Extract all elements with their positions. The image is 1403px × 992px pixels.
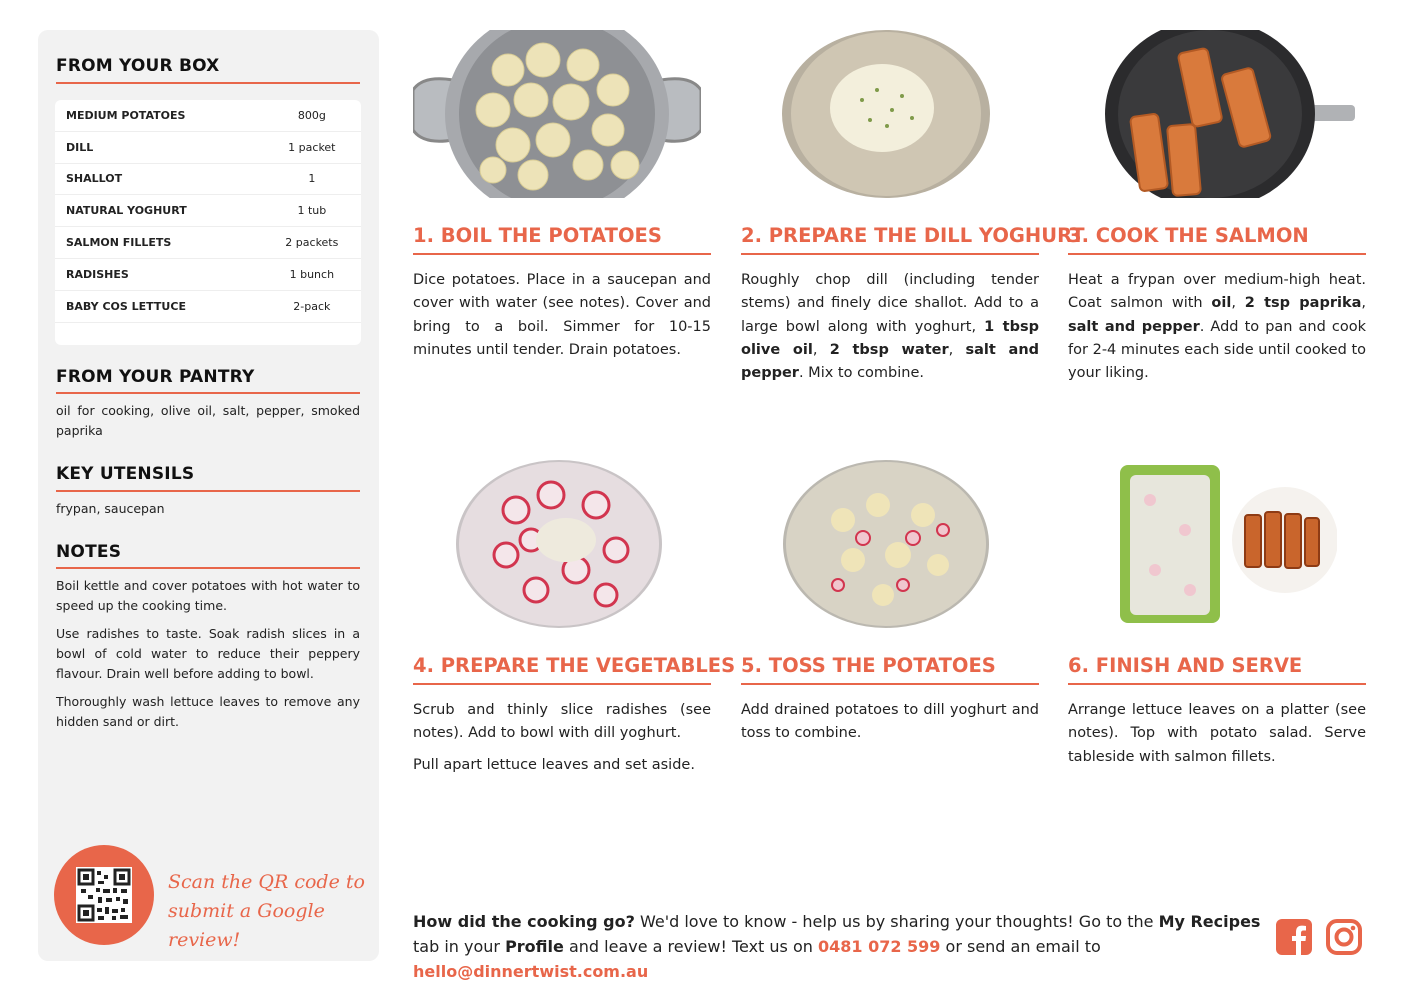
phone-link[interactable]: 0481 072 599: [817, 937, 941, 956]
ingredient-row: [55, 259, 361, 291]
ingredient-qty: 1 bunch: [289, 267, 335, 281]
step-paragraph: Dice potatoes. Place in a saucepan and cover with water (see notes). Cover and bring to a boil. Simmer for 10-15 minutes until tender. Drain potatoes.: [413, 272, 711, 358]
step-title: 1. BOIL THE POTATOES: [413, 224, 711, 255]
ingredient-qty: 1 tub: [297, 204, 327, 218]
ingredients-sidebar: [38, 30, 379, 961]
step-body: [741, 699, 1039, 746]
step-paragraph: Roughly chop dill (including tender stems) and finely dice shallot. Add to a large bowl along with yoghurt, 1 tbsp olive oil, 2 tbsp water, salt and pepper. Mix to combine.: [741, 272, 1040, 382]
ingredient-row: [55, 195, 361, 227]
step-title: 3. COOK THE SALMON: [1068, 224, 1366, 255]
step-4-photo: [456, 460, 662, 628]
email-link[interactable]: hello@dinnertwist.com.au: [413, 962, 649, 981]
step-paragraph: Arrange lettuce leaves on a platter (see notes). Top with potato salad. Serve tableside with salmon fillets.: [1068, 702, 1366, 765]
from-your-box-title: FROM YOUR BOX: [56, 56, 220, 76]
step-6-photo: [1115, 460, 1337, 628]
ingredient-name: DILL: [66, 140, 94, 154]
step-title: 4. PREPARE THE VEGETABLES: [413, 654, 711, 685]
note-item: Thoroughly wash lettuce leaves to remove any hidden sand or dirt.: [56, 694, 360, 729]
step-body: [741, 269, 1039, 385]
instagram-icon[interactable]: [1325, 918, 1363, 956]
ingredient-row: [55, 100, 361, 132]
step-1: [413, 224, 711, 370]
footer-text: and leave a review! Text us on: [563, 937, 818, 956]
ingredient-row: [55, 291, 361, 323]
step-4: [413, 654, 736, 785]
ingredient-name: BABY COS LETTUCE: [66, 299, 186, 313]
ingredient-qty: 800g: [297, 108, 326, 122]
facebook-icon[interactable]: [1275, 918, 1313, 956]
qr-caption: [168, 868, 379, 955]
step-5-photo: [783, 460, 989, 628]
qr-caption-line: Scan the QR code to: [168, 871, 365, 893]
step-body: [1068, 269, 1366, 385]
qr-caption-line: submit a Google review!: [168, 900, 325, 951]
key-utensils-title: KEY UTENSILS: [56, 464, 195, 484]
ingredient-name: SHALLOT: [66, 172, 123, 186]
step-1-photo: [413, 30, 701, 198]
divider: [56, 490, 360, 492]
box-ingredients-table: [55, 100, 361, 345]
qr-code-icon: [76, 867, 132, 923]
ingredient-name: SALMON FILLETS: [66, 236, 172, 250]
ingredient-qty: 2 packets: [285, 236, 339, 250]
ingredient-qty: 1 packet: [288, 140, 336, 154]
step-paragraph: Heat a frypan over medium-high heat. Coat salmon with oil, 2 tsp paprika, salt and pepper. Add to pan and cook for 2-4 minutes each side until cooked to your liking.: [1068, 272, 1366, 382]
step-body: [413, 699, 711, 777]
divider: [56, 567, 360, 569]
note-item: Boil kettle and cover potatoes with hot water to speed up the cooking time.: [56, 578, 360, 613]
notes-title: NOTES: [56, 542, 122, 562]
divider: [56, 392, 360, 394]
utensils-text: frypan, saucepan: [56, 501, 165, 516]
ingredient-row: [55, 132, 361, 164]
footer-text: tab in your: [413, 937, 506, 956]
step-body: [413, 269, 711, 362]
step-body: [1068, 699, 1366, 769]
note-item: Use radishes to taste. Soak radish slices in a bowl of cold water to reduce their peppery flavour. Drain well before adding to bowl.: [56, 626, 360, 681]
my-recipes-link[interactable]: My Recipes: [1158, 912, 1261, 931]
footer-text: We'd love to know - help us by sharing your thoughts! Go to the: [634, 912, 1159, 931]
step-title: 6. FINISH AND SERVE: [1068, 654, 1366, 685]
notes-list: [56, 576, 360, 740]
step-2-photo: [782, 30, 990, 198]
step-paragraph: Scrub and thinly slice radishes (see notes). Add to bowl with dill yoghurt.: [413, 702, 711, 742]
ingredient-qty: 1: [308, 172, 316, 186]
footer-text: or send an email to: [940, 937, 1101, 956]
feedback-footer: [413, 909, 1263, 984]
ingredient-name: NATURAL YOGHURT: [66, 204, 187, 218]
ingredient-qty: 2-pack: [293, 299, 331, 313]
ingredient-name: MEDIUM POTATOES: [66, 108, 186, 122]
step-paragraph: Pull apart lettuce leaves and set aside.: [413, 756, 695, 773]
step-title: 2. PREPARE THE DILL YOGHURT: [741, 224, 1039, 255]
divider: [56, 82, 360, 84]
from-your-pantry-title: FROM YOUR PANTRY: [56, 367, 255, 387]
footer-question: How did the cooking go?: [413, 912, 635, 931]
pantry-text: oil for cooking, olive oil, salt, pepper, smoked paprika: [56, 403, 360, 438]
step-6: [1068, 654, 1366, 777]
step-title: 5. TOSS THE POTATOES: [741, 654, 1039, 685]
step-2: [741, 224, 1085, 393]
profile-link[interactable]: Profile: [505, 937, 564, 956]
step-3-photo: [1105, 30, 1355, 198]
step-3: [1068, 224, 1366, 393]
qr-code-badge[interactable]: [54, 845, 154, 945]
ingredient-row: [55, 164, 361, 196]
step-paragraph: Add drained potatoes to dill yoghurt and toss to combine.: [741, 702, 1039, 742]
ingredient-row: [55, 227, 361, 259]
ingredient-name: RADISHES: [66, 267, 129, 281]
step-5: [741, 654, 1039, 754]
